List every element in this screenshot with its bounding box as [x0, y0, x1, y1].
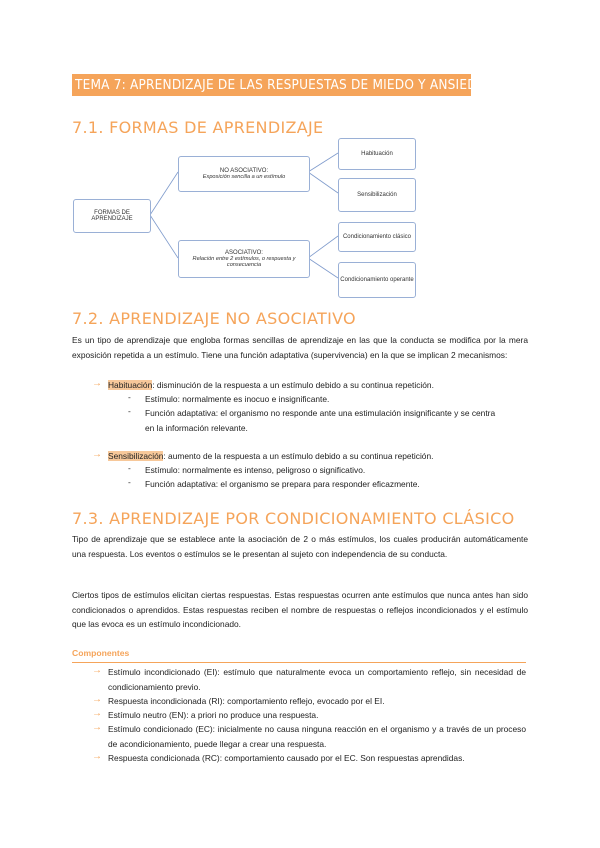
componente-item: Respuesta incondicionada (RI): comportamiento reflejo, evocado por el EI.: [108, 696, 385, 706]
section-title-condicionamiento-clasico: 7.3. APRENDIZAJE POR CONDICIONAMIENTO CLÁSICO: [72, 509, 515, 528]
arrow-bullet-icon: →: [92, 449, 102, 460]
habituacion-item: [108, 378, 434, 393]
sensibilizacion-term: Sensibilización: [108, 451, 164, 461]
diagram-root-box: [73, 199, 151, 233]
no-asociativo-intro: Es un tipo de aprendizaje que engloba formas sencillas de aprendizaje en las que la conducta se modifica por la mera exposición repetida a un estímulo. Tiene una función adaptativa (supervivencia) en la que se implican 2 mecanismos:: [72, 335, 528, 360]
diagram-asociativo-desc: Relación entre 2 estímulos, o respuesta y consecuencia: [192, 256, 296, 268]
componente-item: Respuesta condicionada (RC): comportamiento causado por el EC. Son respuestas aprendidas.: [108, 753, 465, 763]
dash-bullet-icon: -: [128, 406, 131, 416]
diagram-sensibilizacion-label: Sensibilización: [357, 192, 397, 198]
diagram-habituacion-label: Habituación: [361, 151, 393, 157]
componente-item: Estímulo incondicionado (EI): estímulo que naturalmente evoca un comportamiento reflejo, sin necesidad de condicionamiento previo.: [108, 667, 526, 692]
section-title-no-asociativo: 7.2. APRENDIZAJE NO ASOCIATIVO: [72, 309, 356, 328]
diagram-cond-clasico-label: Condicionamiento clásico: [342, 234, 412, 240]
diagram-cond-clasico-box: [338, 222, 416, 252]
diagram-asociativo-box: [178, 240, 310, 278]
diagram-cond-operante-label: Condicionamiento operante: [340, 277, 414, 283]
componentes-divider: [72, 662, 526, 663]
document-title: TEMA 7: APRENDIZAJE DE LAS RESPUESTAS DE MIEDO Y ANSIEDAD (FOBIAS): [72, 74, 471, 96]
diagram-root-label: FORMAS DE APRENDIZAJE: [91, 210, 133, 222]
sensibilizacion-funcion: Función adaptativa: el organismo se prepara para responder eficazmente.: [145, 479, 420, 489]
diagram-no-asociativo-title: NO ASOCIATIVO:: [219, 168, 269, 174]
dash-bullet-icon: -: [128, 392, 131, 402]
dash-bullet-icon: -: [128, 463, 131, 473]
sensibilizacion-estimulo: Estímulo: normalmente es intenso, peligroso o significativo.: [145, 465, 366, 475]
habituacion-definition: : disminución de la respuesta a un estímulo debido a su continua repetición.: [152, 380, 434, 390]
arrow-bullet-icon: →: [92, 751, 102, 762]
componente-item: Estímulo neutro (EN): a priori no produce una respuesta.: [108, 710, 319, 720]
arrow-bullet-icon: →: [92, 708, 102, 719]
arrow-bullet-icon: →: [92, 665, 102, 676]
arrow-bullet-icon: →: [92, 722, 102, 733]
dash-bullet-icon: -: [128, 477, 131, 487]
diagram-no-asociativo-desc: Exposición sencilla a un estímulo: [202, 174, 286, 180]
sensibilizacion-item: [108, 449, 433, 464]
diagram-sensibilizacion-box: [338, 178, 416, 212]
diagram-cond-operante-box: [338, 262, 416, 298]
diagram-asociativo-title: ASOCIATIVO:: [225, 250, 263, 256]
section-title-formas: 7.1. FORMAS DE APRENDIZAJE: [72, 118, 324, 137]
condicionamiento-paragraph-1: Tipo de aprendizaje que se establece ante la asociación de 2 o más estímulos, los cuales producirán automáticamente una respuesta. Los eventos o estímulos se le presentan al sujeto con independencia de su conducta.: [72, 534, 528, 559]
diagram-habituacion-box: [338, 138, 416, 170]
arrow-bullet-icon: →: [92, 694, 102, 705]
arrow-bullet-icon: →: [92, 378, 102, 389]
diagram-no-asociativo-box: [178, 156, 310, 192]
habituacion-term: Habituación: [108, 380, 153, 390]
componentes-heading: Componentes: [72, 648, 130, 658]
habituacion-estimulo: Estímulo: normalmente es inocuo e insignificante.: [145, 394, 330, 404]
habituacion-funcion: Función adaptativa: el organismo no responde ante una estimulación insignificante y se centra en la información relevante.: [145, 408, 496, 433]
sensibilizacion-definition: : aumento de la respuesta a un estímulo debido a su continua repetición.: [163, 451, 434, 461]
condicionamiento-paragraph-2: Ciertos tipos de estímulos elicitan ciertas respuestas. Estas respuestas ocurren ante estímulos que nunca antes han sido condicionados o aprendidos. Estas respuestas reciben el nombre de respuestas o reflejos incondicionados y el estímulo que las evoca es un estímulo incondicionado.: [72, 590, 528, 629]
componente-item: Estímulo condicionado (EC): inicialmente no causa ninguna reacción en el organismo y a través de un proceso de acondicionamiento, puede llegar a crear una respuesta.: [108, 724, 526, 749]
